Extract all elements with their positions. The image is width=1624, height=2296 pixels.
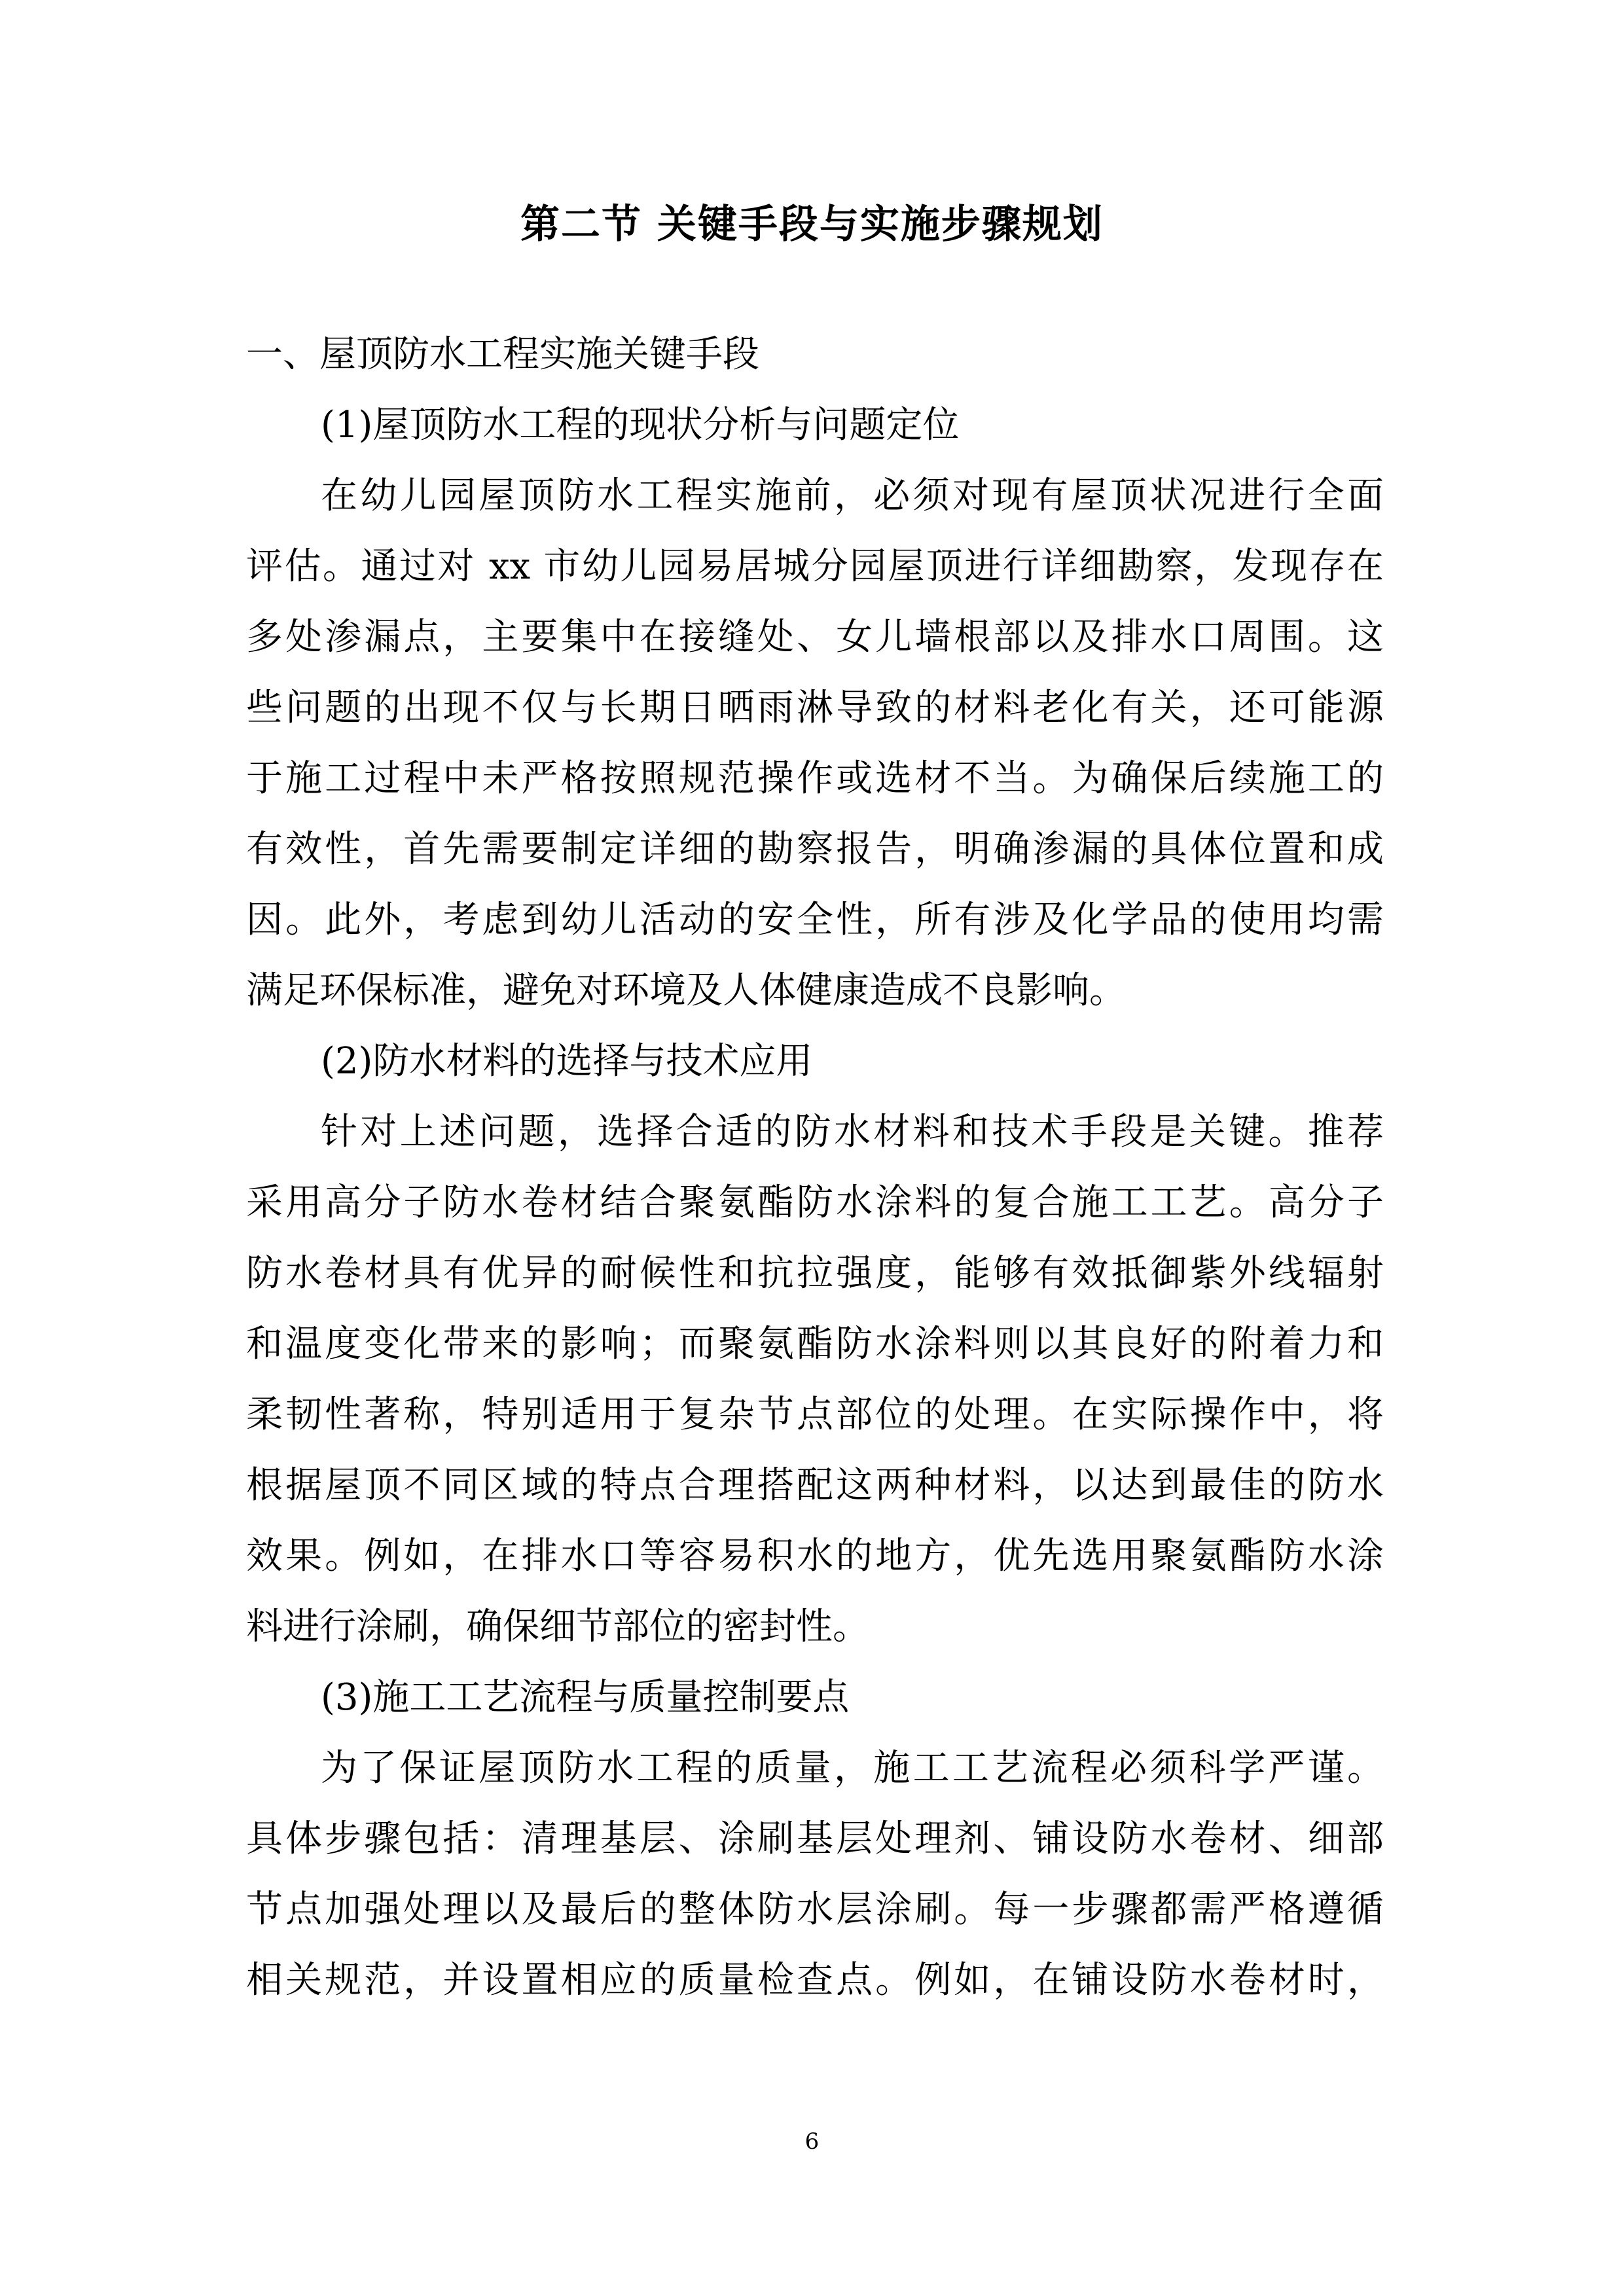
subsection-heading-1: (1)屋顶防水工程的现状分析与问题定位 [321, 404, 960, 446]
paragraph-line: 根据屋顶不同区域的特点合理搭配这两种材料，以达到最佳的防水 [246, 1464, 1384, 1507]
paragraph-line: 防水卷材具有优异的耐候性和抗拉强度，能够有效抵御紫外线辐射 [246, 1252, 1384, 1295]
section-heading: 一、屋顶防水工程实施关键手段 [246, 333, 759, 376]
subsection-heading-2: (2)防水材料的选择与技术应用 [321, 1040, 813, 1083]
paragraph-line: 多处渗漏点，主要集中在接缝处、女儿墙根部以及排水口周围。这 [246, 616, 1384, 658]
paragraph-line: 有效性，首先需要制定详细的勘察报告，明确渗漏的具体位置和成 [246, 828, 1384, 870]
paragraph-line: 在幼儿园屋顶防水工程实施前，必须对现有屋顶状况进行全面 [321, 475, 1384, 517]
subsection-heading-3: (3)施工工艺流程与质量控制要点 [321, 1676, 850, 1719]
paragraph-line: 满足环保标准，避免对环境及人体健康造成不良影响。 [246, 969, 1126, 1012]
paragraph-line: 针对上述问题，选择合适的防水材料和技术手段是关键。推荐 [321, 1111, 1384, 1153]
paragraph-line: 料进行涂刷，确保细节部位的密封性。 [246, 1605, 869, 1648]
paragraph-line: 和温度变化带来的影响；而聚氨酯防水涂料则以其良好的附着力和 [246, 1323, 1384, 1365]
paragraph-line: 些问题的出现不仅与长期日晒雨淋导致的材料老化有关，还可能源 [246, 687, 1384, 729]
page-number: 6 [804, 2128, 820, 2155]
paragraph-line: 节点加强处理以及最后的整体防水层涂刷。每一步骤都需严格遵循 [246, 1888, 1384, 1931]
page-title: 第二节 关键手段与实施步骤规划 [520, 202, 1104, 247]
paragraph-line: 因。此外，考虑到幼儿活动的安全性，所有涉及化学品的使用均需 [246, 899, 1384, 941]
paragraph-line: 相关规范，并设置相应的质量检查点。例如，在铺设防水卷材时， [246, 1959, 1384, 2001]
paragraph-line: 为了保证屋顶防水工程的质量，施工工艺流程必须科学严谨。 [321, 1747, 1384, 1789]
paragraph-line: 评估。通过对 xx 市幼儿园易居城分园屋顶进行详细勘察，发现存在 [246, 545, 1384, 588]
paragraph-line: 效果。例如，在排水口等容易积水的地方，优先选用聚氨酯防水涂 [246, 1535, 1384, 1577]
paragraph-line: 采用高分子防水卷材结合聚氨酯防水涂料的复合施工工艺。高分子 [246, 1181, 1384, 1224]
paragraph-line: 具体步骤包括：清理基层、涂刷基层处理剂、铺设防水卷材、细部 [246, 1818, 1384, 1860]
paragraph-line: 柔韧性著称，特别适用于复杂节点部位的处理。在实际操作中，将 [246, 1393, 1384, 1436]
paragraph-line: 于施工过程中未严格按照规范操作或选材不当。为确保后续施工的 [246, 757, 1384, 800]
